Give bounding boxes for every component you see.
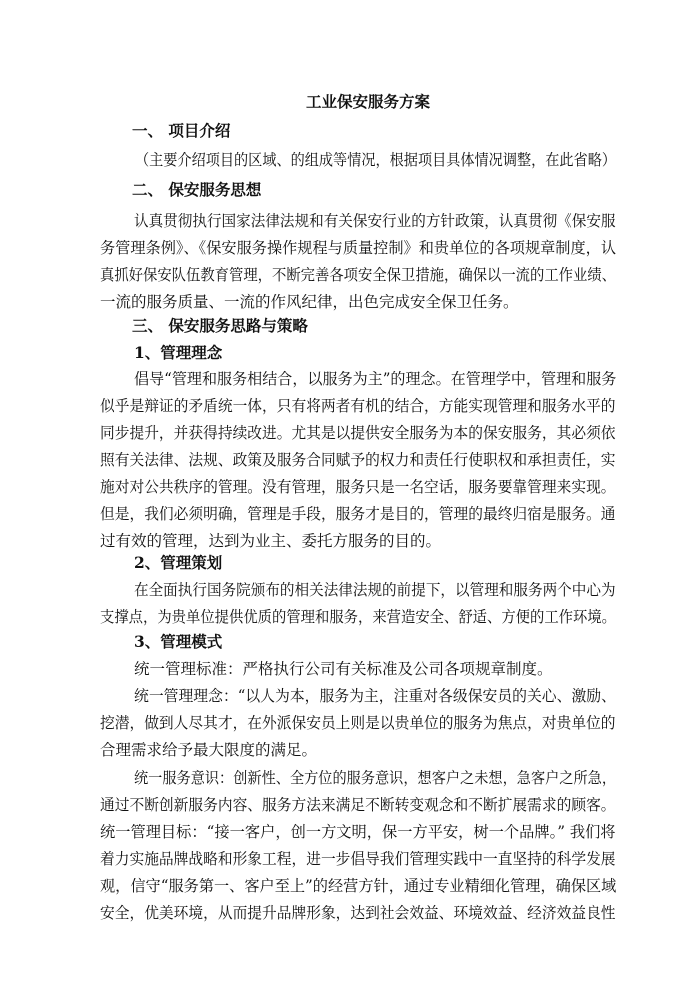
paragraph-line: 统一管理目标：“接一客户，创一方文明，保一方平安，树一个品牌。” 我们将 (100, 823, 616, 841)
subsection-heading-management-planning: 2、管理策划 (134, 553, 223, 572)
paragraph-line: 统一管理理念：“以人为本，服务为主，注重对各级保安员的关心、激励、 (134, 687, 616, 705)
paragraph-line: 似乎是辩证的矛盾统一体，只有将两者有机的结合，方能实现管理和服务水平的 (100, 397, 616, 415)
paragraph-line: 统一管理标准：严格执行公司有关标准及公司各项规章制度。 (134, 660, 553, 678)
paragraph-line: 同步提升，并获得持续改进。尤其是以提供安全服务为本的保安服务，其必须依 (100, 424, 616, 442)
paragraph-line: 在全面执行国务院颁布的相关法律法规的前提下，以管理和服务两个中心为 (134, 581, 616, 599)
section-heading-strategy: 三、 保安服务思路与策略 (132, 316, 308, 335)
section-heading-service-thought: 二、 保安服务思想 (132, 180, 262, 199)
paragraph-line: 安全，优美环境，从而提升品牌形象，达到社会效益、环境效益、经济效益良性 (100, 904, 616, 922)
paragraph-line: 合理需求给予最大限度的满足。 (100, 741, 318, 759)
paragraph-line: 挖潜，做到人尽其才，在外派保安员上则是以贵单位的服务为焦点，对贵单位的 (100, 714, 616, 732)
paragraph-line: 真抓好保安队伍教育管理，不断完善各项安全保卫措施，确保以一流的工作业绩、 (100, 266, 617, 284)
paragraph-line: 统一服务意识：创新性、全方位的服务意识，想客户之未想，急客户之所急， (134, 769, 617, 787)
paragraph-line: 着力实施品牌战略和形象工程，进一步倡导我们管理实践中一直坚持的科学发展 (100, 850, 616, 868)
paragraph-line: 务管理条例》、《保安服务操作规程与质量控制》和贵单位的各项规章制度，认 (100, 239, 617, 257)
paragraph-line: 施对对公共秩序的管理。没有管理，服务只是一名空话，服务要靠管理来实现。 (100, 478, 616, 496)
paragraph-line: 一流的服务质量、一流的作风纪律，出色完成安全保卫任务。 (100, 293, 519, 311)
paragraph-line: 照有关法律、法规、政策及服务合同赋予的权力和责任行使职权和承担责任，实 (100, 451, 616, 469)
paragraph-line: 支撑点，为贵单位提供优质的管理和服务，来营造安全、舒适、方便的工作环境。 (100, 608, 617, 626)
paragraph-line: （主要介绍项目的区域、的组成等情况，根据项目具体情况调整，在此省略） (135, 151, 617, 169)
paragraph-line: 过有效的管理，达到为业主、委托方服务的目的。 (100, 532, 442, 550)
paragraph-line: 倡导“管理和服务相结合，以服务为主”的理念。在管理学中，管理和服务 (134, 370, 617, 388)
section-heading-project-intro: 一、 项目介绍 (132, 121, 231, 140)
paragraph-line: 观，信守“服务第一、客户至上”的经营方针，通过专业精细化管理，确保区域 (100, 877, 617, 895)
subsection-heading-management-philosophy: 1、管理理念 (134, 343, 223, 362)
paragraph-line: 通过不断创新服务内容、服务方法来满足不断转变观念和不断扩展需求的顾客。 (100, 796, 616, 814)
paragraph-line: 认真贯彻执行国家法律法规和有关保安行业的方针政策，认真贯彻《保安服 (134, 212, 616, 230)
document-title: 工业保安服务方案 (306, 92, 431, 111)
paragraph-line: 但是，我们必须明确，管理是手段，服务才是目的，管理的最终归宿是服务。通 (100, 505, 616, 523)
subsection-heading-management-mode: 3、管理模式 (134, 632, 223, 651)
